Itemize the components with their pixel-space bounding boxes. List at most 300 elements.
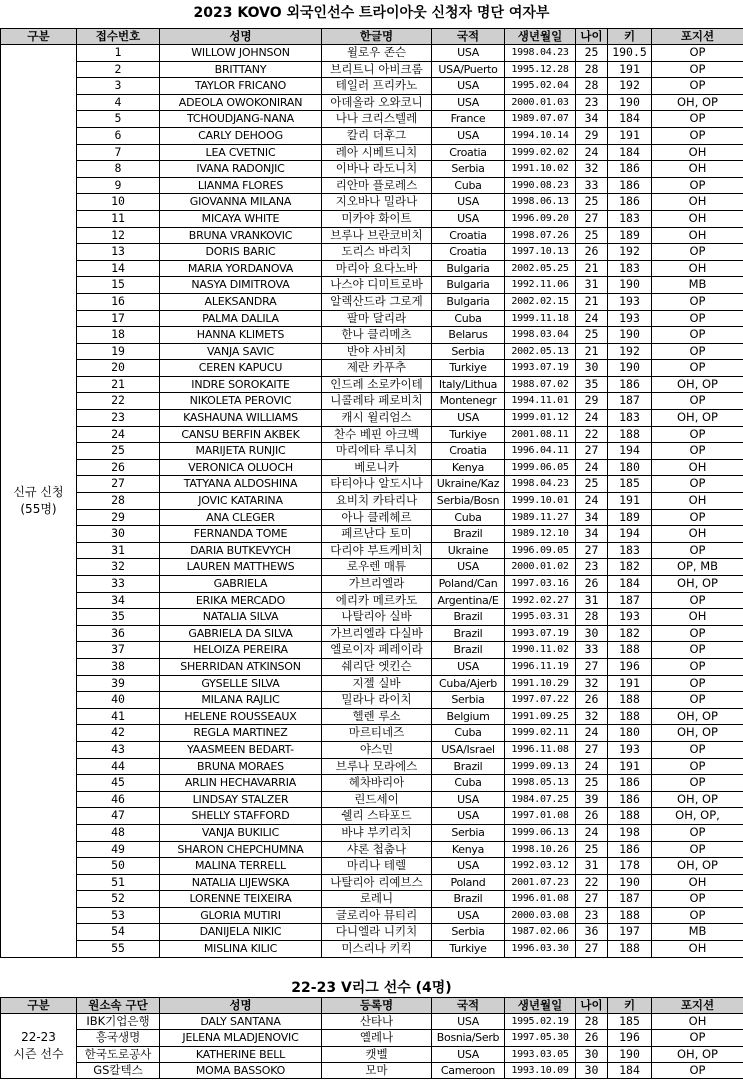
table-row — [1, 874, 743, 891]
position-cell: OP — [652, 542, 743, 559]
table-row — [1, 111, 743, 128]
header-row — [1, 998, 743, 1014]
table-row — [1, 758, 743, 775]
age-cell: 32 — [576, 708, 608, 725]
age-cell: 24 — [576, 725, 608, 742]
korean-name-cell: 한나 클리메츠 — [322, 327, 432, 344]
category-cell-season — [1, 1014, 77, 1079]
height-cell: 192 — [608, 343, 652, 360]
name-cell: NATALIA LIJEWSKA — [160, 874, 322, 891]
reg-no-cell: 51 — [77, 874, 160, 891]
name-cell: TAYLOR FRICANO — [160, 78, 322, 95]
korean-name-cell: 테일러 프리카노 — [322, 78, 432, 95]
table-row — [1, 891, 743, 908]
position-cell: OP — [652, 642, 743, 659]
table-row — [1, 858, 743, 875]
nationality-cell: Bulgaria — [432, 277, 505, 294]
table-row — [1, 459, 743, 476]
birthdate-cell: 1998.10.26 — [505, 841, 576, 858]
nationality-cell: Turkiye — [432, 426, 505, 443]
age-cell: 22 — [576, 874, 608, 891]
age-cell: 30 — [576, 360, 608, 377]
korean-name-cell: 나탈리아 실바 — [322, 609, 432, 626]
birthdate-cell: 1994.11.01 — [505, 393, 576, 410]
age-cell: 30 — [576, 1062, 608, 1078]
table-row — [1, 625, 743, 642]
birthdate-cell: 1993.10.09 — [505, 1062, 576, 1078]
korean-name-cell: 바냐 부키리치 — [322, 824, 432, 841]
birthdate-cell: 1994.10.14 — [505, 127, 576, 144]
birthdate-cell: 2001.07.23 — [505, 874, 576, 891]
name-cell: BRITTANY — [160, 61, 322, 78]
birthdate-cell: 2000.03.08 — [505, 907, 576, 924]
height-cell: 187 — [608, 592, 652, 609]
age-cell: 31 — [576, 858, 608, 875]
height-cell: 192 — [608, 78, 652, 95]
age-cell: 28 — [576, 78, 608, 95]
applicant-table — [0, 28, 743, 958]
korean-name-cell: 알렉산드라 그로게 — [322, 293, 432, 310]
age-cell: 39 — [576, 791, 608, 808]
group-label-line: (55명) — [20, 501, 57, 516]
name-cell: BRUNA VRANKOVIC — [160, 227, 322, 244]
col-header-position: 포지션 — [652, 998, 743, 1014]
nationality-cell: Serbia — [432, 343, 505, 360]
reg-no-cell: 15 — [77, 277, 160, 294]
position-cell: OP — [652, 327, 743, 344]
reg-no-cell: 34 — [77, 592, 160, 609]
position-cell: OH — [652, 941, 743, 958]
height-cell: 190 — [608, 360, 652, 377]
korean-name-cell: 니콜레타 페로비치 — [322, 393, 432, 410]
nationality-cell: Bulgaria — [432, 260, 505, 277]
name-cell: LIANMA FLORES — [160, 177, 322, 194]
name-cell: GABRIELA DA SILVA — [160, 625, 322, 642]
col-header-age: 나이 — [576, 998, 608, 1014]
position-cell: OP — [652, 625, 743, 642]
name-cell: ALEKSANDRA — [160, 293, 322, 310]
birthdate-cell: 1990.08.23 — [505, 177, 576, 194]
name-cell: IVANA RADONJIC — [160, 161, 322, 178]
table-row — [1, 924, 743, 941]
col-header-nationality: 국적 — [432, 998, 505, 1014]
table-row — [1, 127, 743, 144]
position-cell: OH, OP — [652, 94, 743, 111]
age-cell: 25 — [576, 45, 608, 62]
nationality-cell: Italy/Lithua — [432, 376, 505, 393]
height-cell: 188 — [608, 941, 652, 958]
birthdate-cell: 1998.04.23 — [505, 476, 576, 493]
reg-no-cell: 17 — [77, 310, 160, 327]
table-row — [1, 642, 743, 659]
birthdate-cell: 1999.06.13 — [505, 824, 576, 841]
nationality-cell: USA/Israel — [432, 741, 505, 758]
nationality-cell: Brazil — [432, 625, 505, 642]
age-cell: 21 — [576, 343, 608, 360]
korean-name-cell: 가브리엘라 — [322, 576, 432, 593]
height-cell: 193 — [608, 293, 652, 310]
korean-name-cell: 나탈리아 리예브스 — [322, 874, 432, 891]
nationality-cell: Serbia — [432, 692, 505, 709]
korean-name-cell: 팔마 달리라 — [322, 310, 432, 327]
position-cell: OP — [652, 443, 743, 460]
korean-name-cell: 타티아나 알도시나 — [322, 476, 432, 493]
reg-no-cell: 39 — [77, 675, 160, 692]
position-cell: OH, OP — [652, 376, 743, 393]
position-cell: OP — [652, 127, 743, 144]
korean-name-cell: 나나 크리스텔레 — [322, 111, 432, 128]
nationality-cell: Belarus — [432, 327, 505, 344]
reg-no-cell: 50 — [77, 858, 160, 875]
name-cell: LAUREN MATTHEWS — [160, 559, 322, 576]
age-cell: 29 — [576, 393, 608, 410]
reg-no-cell: 18 — [77, 327, 160, 344]
age-cell: 24 — [576, 824, 608, 841]
nationality-cell: France — [432, 111, 505, 128]
reg-no-cell: 19 — [77, 343, 160, 360]
birthdate-cell: 1997.10.13 — [505, 244, 576, 261]
korean-name-cell: 제란 카푸추 — [322, 360, 432, 377]
birthdate-cell: 1992.02.27 — [505, 592, 576, 609]
korean-name-cell: 쉐리단 엣킨슨 — [322, 658, 432, 675]
former-club-cell: 흥국생명 — [77, 1030, 160, 1046]
birthdate-cell: 1991.09.25 — [505, 708, 576, 725]
position-cell: OP — [652, 177, 743, 194]
table-row — [1, 343, 743, 360]
height-cell: 188 — [608, 642, 652, 659]
height-cell: 194 — [608, 526, 652, 543]
age-cell: 24 — [576, 758, 608, 775]
height-cell: 184 — [608, 144, 652, 161]
birthdate-cell: 1997.05.30 — [505, 1030, 576, 1046]
nationality-cell: Cuba — [432, 310, 505, 327]
birthdate-cell: 1999.06.05 — [505, 459, 576, 476]
nationality-cell: Croatia — [432, 227, 505, 244]
table-row — [1, 277, 743, 294]
height-cell: 182 — [608, 625, 652, 642]
col-header-former-club: 원소속 구단 — [77, 998, 160, 1014]
nationality-cell: Brazil — [432, 758, 505, 775]
birthdate-cell: 1999.01.12 — [505, 410, 576, 427]
nationality-cell: Poland — [432, 874, 505, 891]
korean-name-cell: 인드레 소로카이테 — [322, 376, 432, 393]
korean-name-cell: 엘로이자 페레이라 — [322, 642, 432, 659]
birthdate-cell: 2002.02.15 — [505, 293, 576, 310]
birthdate-cell: 1997.01.08 — [505, 808, 576, 825]
table-row — [1, 509, 743, 526]
height-cell: 190 — [608, 874, 652, 891]
reg-no-cell: 47 — [77, 808, 160, 825]
age-cell: 21 — [576, 260, 608, 277]
reg-no-cell: 9 — [77, 177, 160, 194]
reg-no-cell: 4 — [77, 94, 160, 111]
height-cell: 188 — [608, 907, 652, 924]
age-cell: 30 — [576, 625, 608, 642]
birthdate-cell: 2000.01.03 — [505, 94, 576, 111]
name-cell: LINDSAY STALZER — [160, 791, 322, 808]
korean-name-cell: 이바나 라도니치 — [322, 161, 432, 178]
reg-no-cell: 25 — [77, 443, 160, 460]
height-cell: 188 — [608, 692, 652, 709]
table-row — [1, 78, 743, 95]
korean-name-cell: 아데올라 오와코니 — [322, 94, 432, 111]
birthdate-cell: 1996.09.05 — [505, 542, 576, 559]
height-cell: 184 — [608, 576, 652, 593]
name-cell: LEA CVETNIC — [160, 144, 322, 161]
table-row — [1, 907, 743, 924]
table-row — [1, 526, 743, 543]
position-cell: OP — [652, 658, 743, 675]
table-row — [1, 210, 743, 227]
korean-name-cell: 미카야 화이트 — [322, 210, 432, 227]
registered-name-cell: 캣벨 — [322, 1046, 432, 1062]
main-title: 2023 KOVO 외국인선수 트라이아웃 신청자 명단 여자부 — [193, 5, 550, 21]
reg-no-cell: 23 — [77, 410, 160, 427]
reg-no-cell: 24 — [77, 426, 160, 443]
table-row — [1, 708, 743, 725]
age-cell: 32 — [576, 161, 608, 178]
table-row — [1, 376, 743, 393]
birthdate-cell: 1999.11.18 — [505, 310, 576, 327]
table-row — [1, 410, 743, 427]
korean-name-cell: 헤차바리아 — [322, 775, 432, 792]
position-cell: OP — [652, 393, 743, 410]
birthdate-cell: 1999.02.11 — [505, 725, 576, 742]
age-cell: 25 — [576, 841, 608, 858]
table-row — [1, 791, 743, 808]
height-cell: 183 — [608, 542, 652, 559]
position-cell: OP — [652, 61, 743, 78]
table-row — [1, 426, 743, 443]
table-row — [1, 824, 743, 841]
nationality-cell: Serbia — [432, 924, 505, 941]
nationality-cell: Kenya — [432, 459, 505, 476]
name-cell: CEREN KAPUCU — [160, 360, 322, 377]
table-row — [1, 177, 743, 194]
position-cell: OH, OP — [652, 410, 743, 427]
table-row — [1, 443, 743, 460]
table-row — [1, 775, 743, 792]
height-cell: 189 — [608, 509, 652, 526]
position-cell: OP — [652, 45, 743, 62]
birthdate-cell: 1992.03.12 — [505, 858, 576, 875]
reg-no-cell: 52 — [77, 891, 160, 908]
col-header-korean-name: 한글명 — [322, 29, 432, 45]
age-cell: 24 — [576, 493, 608, 510]
height-cell: 191 — [608, 493, 652, 510]
table-row — [1, 559, 743, 576]
height-cell: 191 — [608, 758, 652, 775]
category-cell-new — [1, 45, 77, 958]
col-header-birthdate: 생년월일 — [505, 29, 576, 45]
table-row — [1, 61, 743, 78]
nationality-cell: Brazil — [432, 609, 505, 626]
birthdate-cell: 1995.02.19 — [505, 1014, 576, 1030]
reg-no-cell: 32 — [77, 559, 160, 576]
korean-name-cell: 에리카 메르카도 — [322, 592, 432, 609]
korean-name-cell: 마리아 요다노바 — [322, 260, 432, 277]
korean-name-cell: 린드세이 — [322, 791, 432, 808]
height-cell: 190 — [608, 94, 652, 111]
age-cell: 23 — [576, 907, 608, 924]
nationality-cell: Cameroon — [432, 1062, 505, 1078]
birthdate-cell: 1990.11.02 — [505, 642, 576, 659]
nationality-cell: Brazil — [432, 891, 505, 908]
position-cell: OP — [652, 343, 743, 360]
age-cell: 36 — [576, 924, 608, 941]
nationality-cell: Kenya — [432, 841, 505, 858]
birthdate-cell: 1989.07.07 — [505, 111, 576, 128]
col-header-registered-name: 등록명 — [322, 998, 432, 1014]
col-header-height: 키 — [608, 29, 652, 45]
position-cell: OP — [652, 675, 743, 692]
korean-name-cell: 페르난다 토미 — [322, 526, 432, 543]
height-cell: 193 — [608, 741, 652, 758]
reg-no-cell: 38 — [77, 658, 160, 675]
name-cell: NIKOLETA PEROVIC — [160, 393, 322, 410]
sub-title: 22-23 V리그 선수 (4명) — [291, 980, 452, 996]
table-row — [1, 1014, 743, 1030]
korean-name-cell: 다니엘라 니키치 — [322, 924, 432, 941]
reg-no-cell: 54 — [77, 924, 160, 941]
name-cell: DALY SANTANA — [160, 1014, 322, 1030]
col-header-name: 성명 — [160, 29, 322, 45]
position-cell: OP — [652, 692, 743, 709]
registered-name-cell: 산타나 — [322, 1014, 432, 1030]
height-cell: 190.5 — [608, 45, 652, 62]
birthdate-cell: 1988.07.02 — [505, 376, 576, 393]
name-cell: KASHAUNA WILLIAMS — [160, 410, 322, 427]
position-cell: OP — [652, 360, 743, 377]
position-cell: OH, OP — [652, 1046, 743, 1062]
birthdate-cell: 1989.11.27 — [505, 509, 576, 526]
col-header-birthdate: 생년월일 — [505, 998, 576, 1014]
position-cell: OH, OP — [652, 708, 743, 725]
height-cell: 183 — [608, 210, 652, 227]
group-label-line: 22-23 — [21, 1030, 56, 1045]
height-cell: 185 — [608, 1014, 652, 1030]
position-cell: OP — [652, 426, 743, 443]
group-label-line: 신규 신청 — [13, 484, 64, 499]
name-cell: MALINA TERRELL — [160, 858, 322, 875]
table-row — [1, 493, 743, 510]
age-cell: 25 — [576, 194, 608, 211]
korean-name-cell: 반야 사비치 — [322, 343, 432, 360]
age-cell: 25 — [576, 476, 608, 493]
korean-name-cell: 베로니카 — [322, 459, 432, 476]
nationality-cell: USA — [432, 45, 505, 62]
age-cell: 26 — [576, 576, 608, 593]
reg-no-cell: 10 — [77, 194, 160, 211]
col-header-position: 포지션 — [652, 29, 743, 45]
age-cell: 21 — [576, 293, 608, 310]
age-cell: 23 — [576, 94, 608, 111]
position-cell: OH, OP, — [652, 808, 743, 825]
reg-no-cell: 55 — [77, 941, 160, 958]
table-row — [1, 692, 743, 709]
col-header-nationality: 국적 — [432, 29, 505, 45]
reg-no-cell: 21 — [77, 376, 160, 393]
korean-name-cell: 요비치 카타리나 — [322, 493, 432, 510]
korean-name-cell: 가브리엘라 다실바 — [322, 625, 432, 642]
height-cell: 183 — [608, 410, 652, 427]
vleague-players-table — [0, 997, 743, 1079]
position-cell: OH — [652, 227, 743, 244]
height-cell: 187 — [608, 393, 652, 410]
name-cell: GYSELLE SILVA — [160, 675, 322, 692]
col-header-height: 키 — [608, 998, 652, 1014]
reg-no-cell: 48 — [77, 824, 160, 841]
nationality-cell: USA — [432, 808, 505, 825]
reg-no-cell: 6 — [77, 127, 160, 144]
birthdate-cell: 1995.02.04 — [505, 78, 576, 95]
table-row — [1, 841, 743, 858]
name-cell: MILANA RAJLIC — [160, 692, 322, 709]
nationality-cell: Turkiye — [432, 360, 505, 377]
age-cell: 29 — [576, 127, 608, 144]
height-cell: 186 — [608, 841, 652, 858]
position-cell: OP — [652, 741, 743, 758]
age-cell: 27 — [576, 658, 608, 675]
reg-no-cell: 20 — [77, 360, 160, 377]
nationality-cell: Cuba/Ajerb — [432, 675, 505, 692]
name-cell: MISLINA KILIC — [160, 941, 322, 958]
birthdate-cell: 2001.08.11 — [505, 426, 576, 443]
age-cell: 25 — [576, 227, 608, 244]
height-cell: 186 — [608, 376, 652, 393]
table-row — [1, 941, 743, 958]
birthdate-cell: 1998.03.04 — [505, 327, 576, 344]
age-cell: 24 — [576, 459, 608, 476]
reg-no-cell: 3 — [77, 78, 160, 95]
height-cell: 186 — [608, 791, 652, 808]
name-cell: HELOIZA PEREIRA — [160, 642, 322, 659]
nationality-cell: Turkiye — [432, 941, 505, 958]
name-cell: GABRIELA — [160, 576, 322, 593]
korean-name-cell: 리안마 플로레스 — [322, 177, 432, 194]
reg-no-cell: 8 — [77, 161, 160, 178]
birthdate-cell: 1991.10.29 — [505, 675, 576, 692]
position-cell: OP — [652, 293, 743, 310]
group-label-line: 시즌 선수 — [13, 1047, 64, 1062]
reg-no-cell: 53 — [77, 907, 160, 924]
reg-no-cell: 29 — [77, 509, 160, 526]
nationality-cell: Cuba — [432, 177, 505, 194]
age-cell: 31 — [576, 592, 608, 609]
birthdate-cell: 1997.07.22 — [505, 692, 576, 709]
position-cell: OH — [652, 459, 743, 476]
birthdate-cell: 2002.05.25 — [505, 260, 576, 277]
birthdate-cell: 1999.09.13 — [505, 758, 576, 775]
table-row — [1, 244, 743, 261]
birthdate-cell: 1995.03.31 — [505, 609, 576, 626]
nationality-cell: Bulgaria — [432, 293, 505, 310]
nationality-cell: Montenegr — [432, 393, 505, 410]
position-cell: OH — [652, 260, 743, 277]
age-cell: 33 — [576, 642, 608, 659]
birthdate-cell: 1999.10.01 — [505, 493, 576, 510]
nationality-cell: USA/Puerto — [432, 61, 505, 78]
reg-no-cell: 16 — [77, 293, 160, 310]
name-cell: MARIA YORDANOVA — [160, 260, 322, 277]
age-cell: 27 — [576, 210, 608, 227]
height-cell: 187 — [608, 891, 652, 908]
height-cell: 188 — [608, 426, 652, 443]
position-cell: OP — [652, 476, 743, 493]
position-cell: OP — [652, 907, 743, 924]
birthdate-cell: 1996.11.19 — [505, 658, 576, 675]
birthdate-cell: 1996.11.08 — [505, 741, 576, 758]
